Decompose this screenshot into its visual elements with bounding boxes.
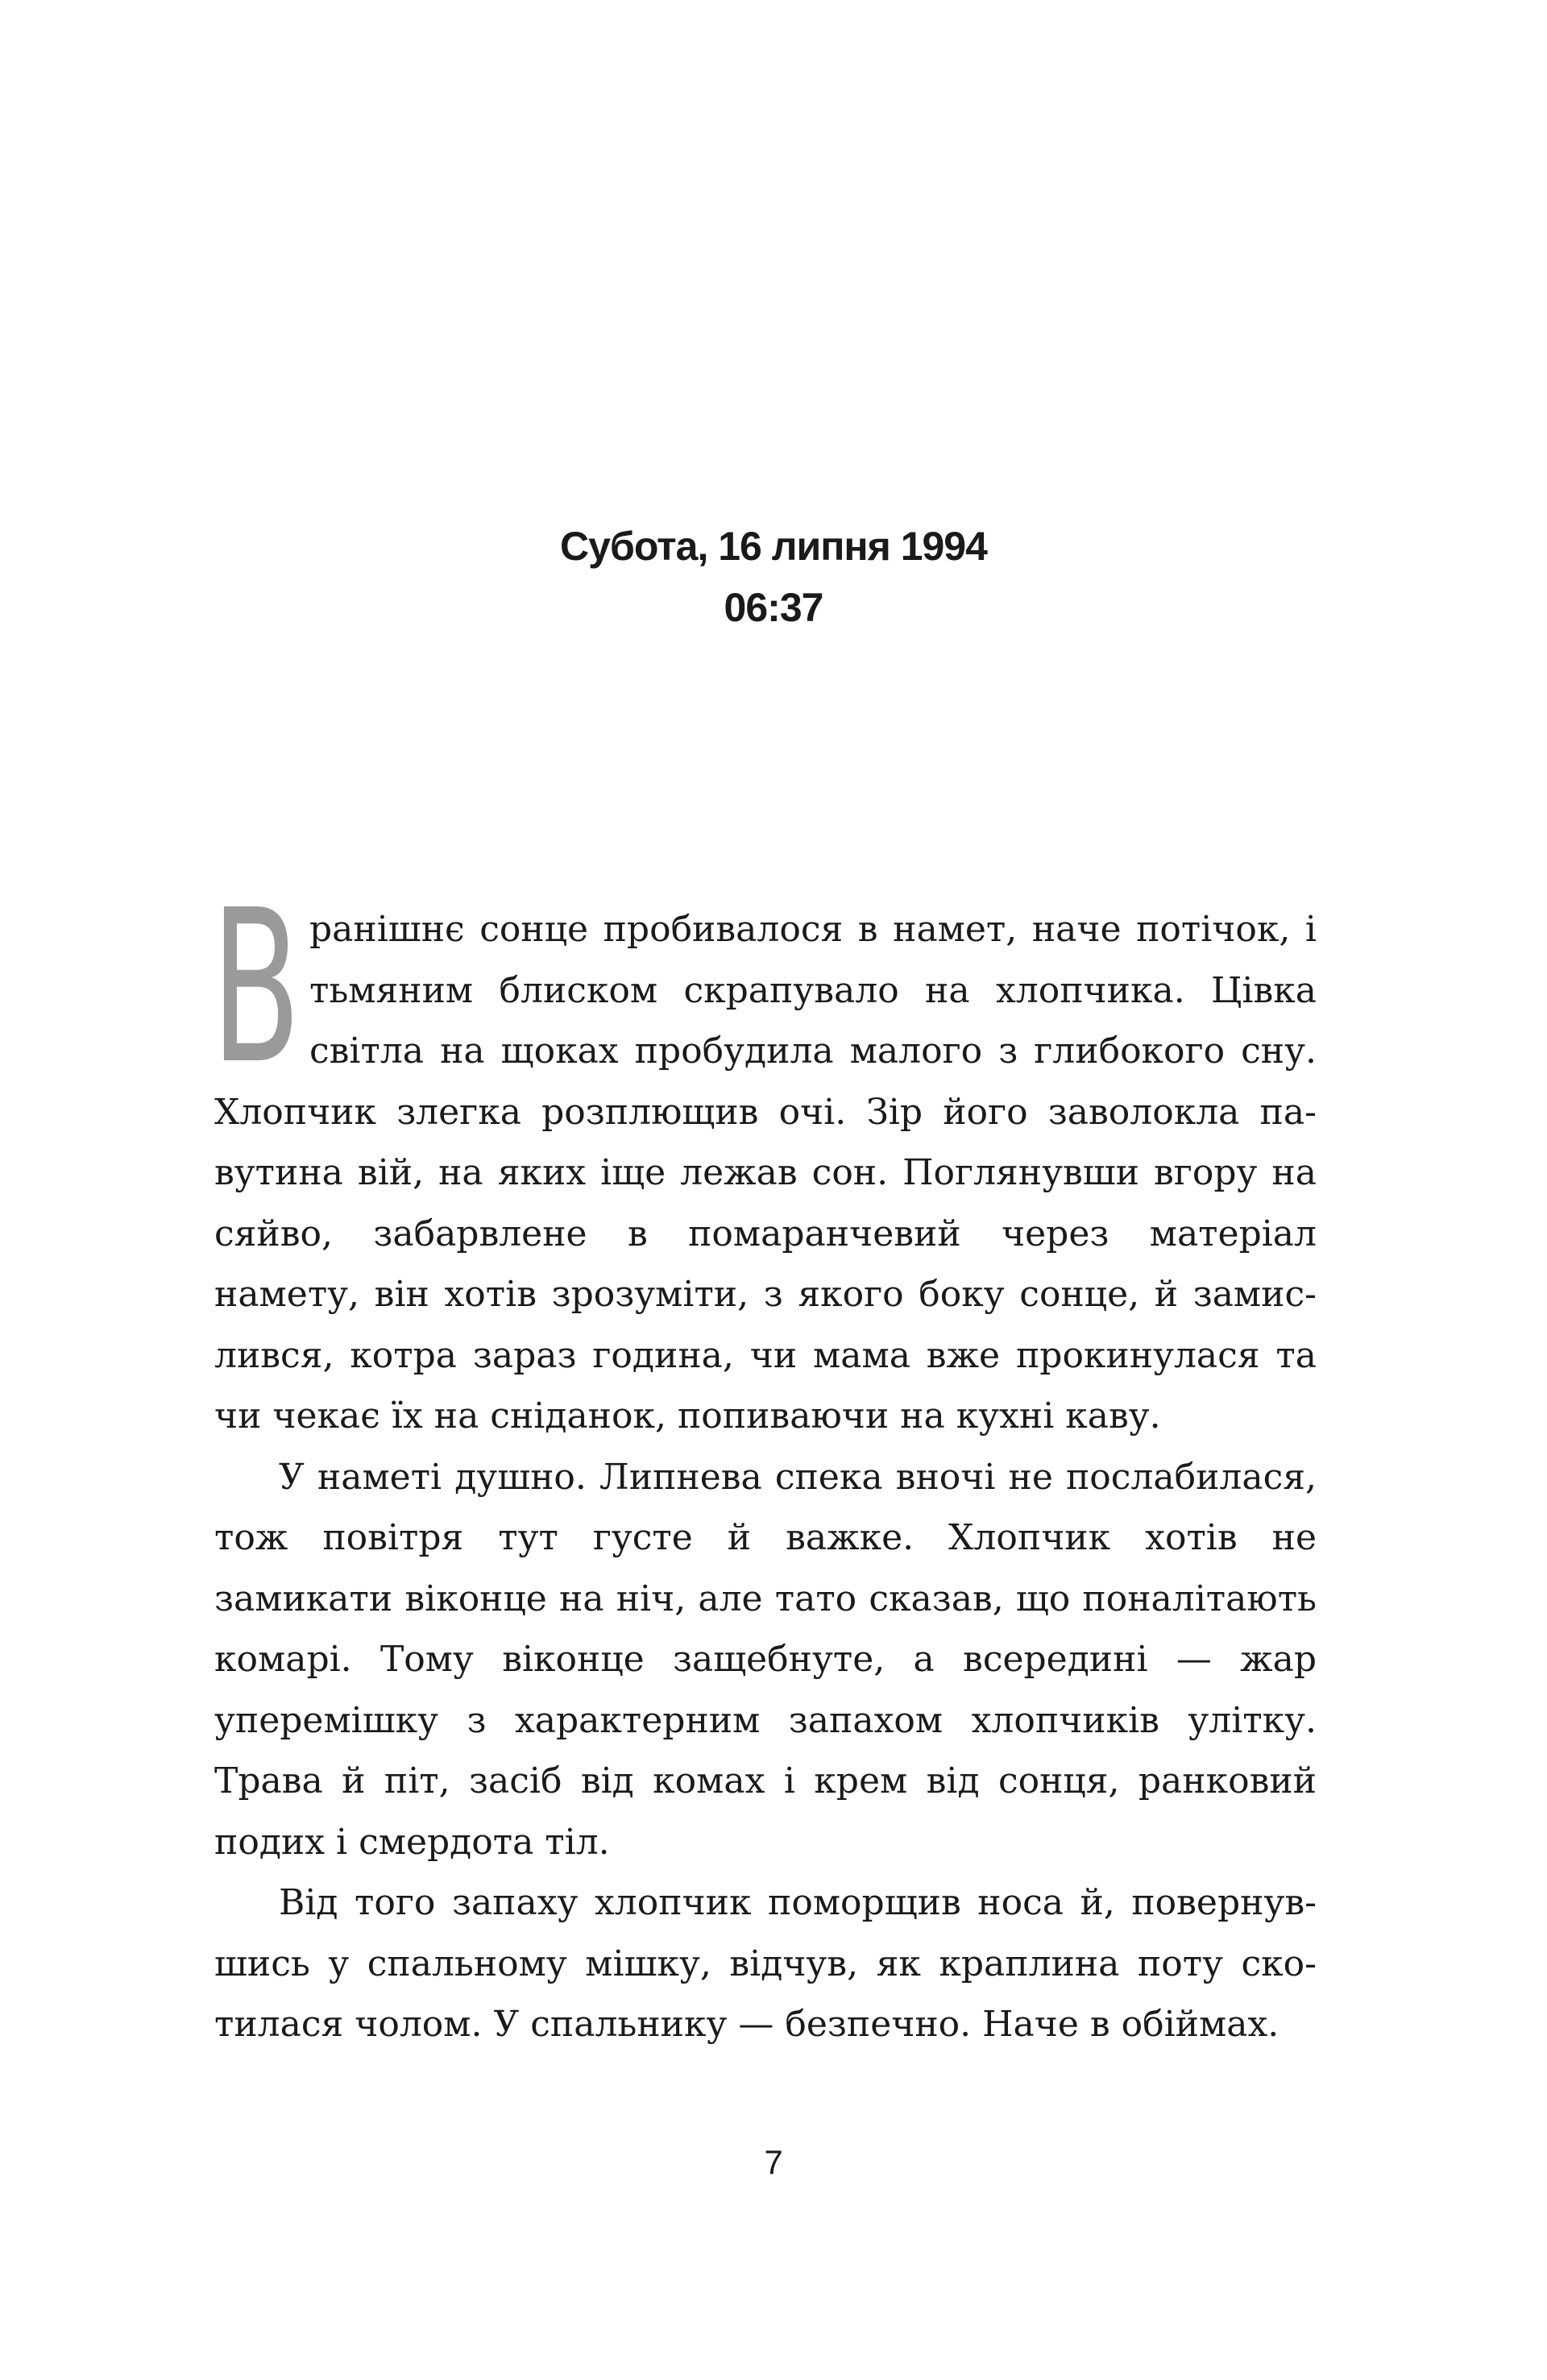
body-text [211, 865, 1317, 2055]
chapter-date: Субота, 16 липня 1994 [560, 524, 987, 569]
drop-cap: В [211, 865, 301, 1110]
paragraph-1-text: ранішнє сонце пробивалося в намет, наче потічок, і тьмяним блиском скрапувало на хлопчика. Цівка світла на щоках пробудила малого з глибокого сну. Хлопчик злегка розплющив очі. Зір його заволокла павутина вій, на яких іще лежав сон. Поглянувши вгору на сяйво, забарвлене в помаранчевий через матеріал намету, він хотів зрозуміти, з якого боку сонце, й замислився, котра зараз година, чи мама вже прокинулася та чи чекає їх на сніданок, попиваючи на кухні каву. [214, 909, 1317, 1437]
chapter-time: 06:37 [724, 585, 823, 630]
paragraph: Від того запаху хлопчик поморщив носа й, повернувшись у спальному мішку, відчув, як краплина поту скотилася чолом. У спальнику — безпечно. Наче в обіймах. [214, 1882, 1317, 2045]
page-number: 7 [764, 2143, 783, 2181]
paragraph: У наметі душно. Липнева спека вночі не послабилася, тож повітря тут густе й важке. Хлопчик хотів не замикати віконце на ніч, але тато сказав, що поналітають комарі. Тому віконце защебнуте, а всередині — жар уперемішку з характерним запахом хлопчиків улітку. Трава й піт, засіб від комах і крем від сонця, ранковий подих і смердота тіл. [214, 1456, 1317, 1863]
chapter-header [0, 516, 1547, 638]
paragraph [211, 865, 1317, 1447]
